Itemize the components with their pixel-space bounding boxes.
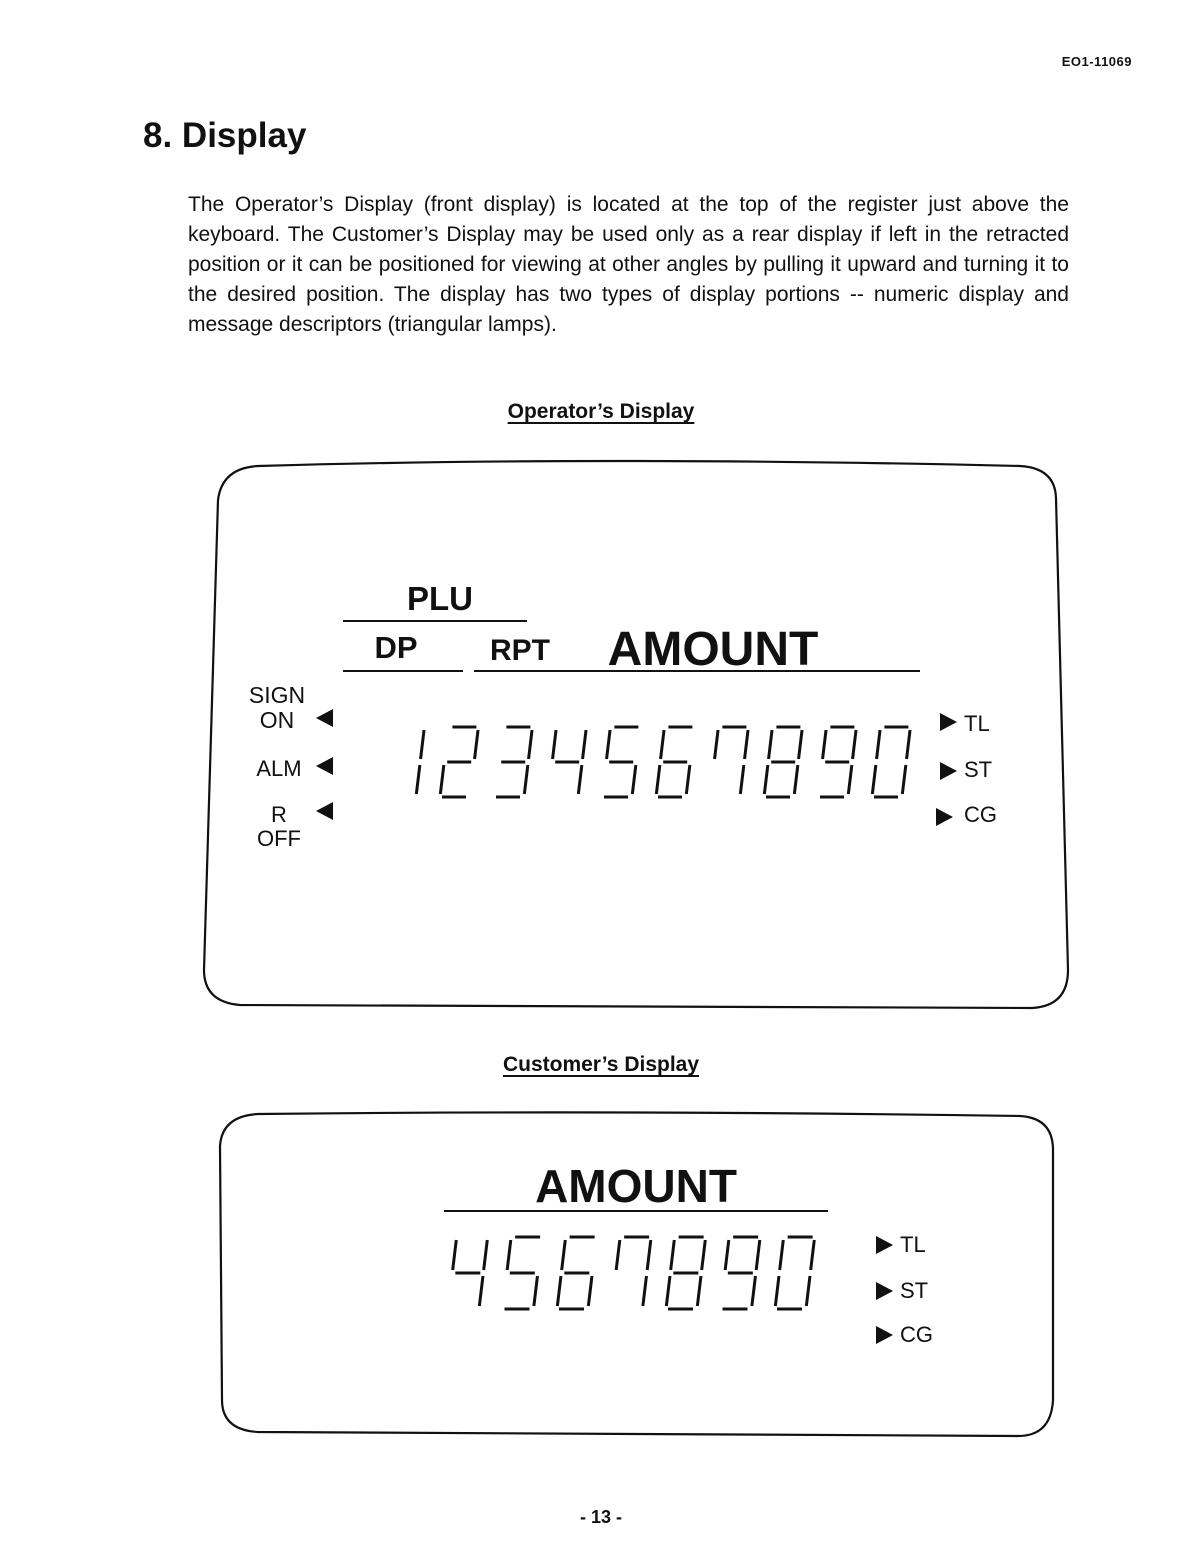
cg-label: CG [964, 802, 997, 827]
operator-segment-b [421, 730, 424, 759]
off-label: OFF [257, 826, 301, 851]
customer-segment-b [756, 1240, 760, 1270]
alm-label: ALM [256, 756, 302, 781]
customer-display-caption: Customer’s Display [502, 1053, 700, 1076]
document-number: EO1-11069 [1061, 54, 1132, 69]
customer-digit-7 [616, 1237, 651, 1306]
operator-digit-2 [440, 727, 478, 797]
operator-digit-9 [820, 727, 856, 797]
operator-digit-3 [496, 727, 532, 797]
alm-lamp-icon [316, 757, 333, 775]
operator-segment-e [440, 765, 443, 794]
cg-lamp-icon [936, 808, 953, 826]
plu-label: PLU [407, 580, 473, 617]
operator-segment-c [848, 765, 851, 794]
operator-digit-1 [416, 730, 424, 794]
operator-segment-f [661, 730, 664, 759]
customer-digit-0 [775, 1237, 814, 1309]
customer-segment-c [534, 1276, 538, 1306]
operator-display-caption: Operator’s Display [507, 400, 695, 423]
customer-numeric-display [453, 1237, 815, 1309]
st-label: ST [964, 757, 993, 782]
customer-segment-f [616, 1240, 620, 1270]
tl-label: TL [964, 711, 990, 736]
customer-digit-4 [453, 1240, 488, 1306]
customer-segment-c [806, 1276, 810, 1306]
operator-digit-8 [764, 727, 802, 797]
tl-lamp-icon [940, 713, 957, 731]
operator-segment-c [686, 765, 689, 794]
operator-segment-b [907, 730, 910, 759]
operator-segment-b [529, 730, 532, 759]
operator-segment-c [416, 765, 419, 794]
operator-segment-c [524, 765, 527, 794]
operator-segment-b [799, 730, 802, 759]
operator-digit-5 [604, 727, 638, 797]
customer-segment-f [725, 1240, 729, 1270]
customer-digit-8 [666, 1237, 705, 1309]
st-lamp-icon [940, 762, 957, 780]
operator-segment-b [475, 730, 478, 759]
operator-segment-f [823, 730, 826, 759]
operator-segment-f [877, 730, 880, 759]
operator-segment-c [578, 765, 581, 794]
customer-digit-5 [505, 1237, 541, 1309]
sign-label: SIGN [248, 682, 306, 708]
customer-amount-label: AMOUNT [535, 1160, 737, 1212]
operator-segment-f [769, 730, 772, 759]
page-number: - 13 - [579, 1507, 622, 1527]
customer-segment-e [666, 1276, 670, 1306]
operator-segment-e [656, 765, 659, 794]
r-label: R [271, 802, 287, 827]
customer-segment-b [702, 1240, 706, 1270]
customer-display-panel [0, 1100, 1202, 1440]
customer-st-lamp-icon [876, 1282, 893, 1300]
operator-segment-f [715, 730, 718, 759]
customer-segment-f [780, 1240, 784, 1270]
customer-digit-9 [723, 1237, 760, 1309]
operator-digit-7 [715, 727, 748, 794]
section-heading: 8. Display [143, 116, 307, 155]
customer-cg-label: CG [900, 1322, 933, 1347]
customer-digit-6 [557, 1237, 594, 1309]
customer-tl-label: TL [900, 1232, 926, 1257]
operator-digit-6 [656, 727, 692, 797]
intro-paragraph: The Operator’s Display (front display) is located at the top of the register just above the keyboard. The Customer’s Display may be used only as a rear display if left in the retracted position or it can be positioned for viewing at other angles by pulling it upward and turning it to the desired position. The display has two types of display portions -- numeric display and message descriptors (triangular lamps). [188, 193, 1069, 336]
customer-segment-b [811, 1240, 815, 1270]
operator-segment-f [553, 730, 556, 759]
customer-cg-lamp-icon [876, 1326, 893, 1344]
customer-segment-f [507, 1240, 511, 1270]
rpt-label: RPT [490, 634, 550, 667]
customer-segment-b [484, 1240, 488, 1270]
customer-segment-c [588, 1276, 592, 1306]
customer-segment-c [643, 1276, 647, 1306]
operator-segment-b [583, 730, 586, 759]
operator-segment-f [607, 730, 610, 759]
customer-segment-f [562, 1240, 566, 1270]
customer-segment-b [647, 1240, 651, 1270]
dp-label: DP [374, 630, 418, 665]
customer-segment-f [671, 1240, 675, 1270]
customer-st-label: ST [900, 1278, 929, 1303]
customer-tl-lamp-icon [876, 1236, 893, 1254]
operator-display-panel [0, 450, 1202, 1010]
operator-segment-c [740, 765, 743, 794]
amount-label: AMOUNT [607, 623, 819, 676]
operator-segment-c [794, 765, 797, 794]
operator-digit-4 [553, 730, 586, 794]
customer-segment-e [775, 1276, 779, 1306]
customer-segment-e [557, 1276, 561, 1306]
operator-segment-b [745, 730, 748, 759]
customer-segment-c [752, 1276, 756, 1306]
operator-segment-e [764, 765, 767, 794]
operator-segment-c [632, 765, 635, 794]
operator-segment-c [902, 765, 905, 794]
operator-display-frame [204, 461, 1068, 1008]
operator-digit-0 [872, 727, 910, 797]
customer-segment-c [697, 1276, 701, 1306]
operator-segment-e [872, 765, 875, 794]
customer-segment-c [479, 1276, 483, 1306]
sign-on-lamp-icon [316, 709, 333, 727]
operator-numeric-display [416, 727, 910, 797]
on-label: ON [259, 707, 295, 733]
customer-segment-f [453, 1240, 457, 1270]
r-off-lamp-icon [316, 802, 333, 820]
operator-segment-b [853, 730, 856, 759]
